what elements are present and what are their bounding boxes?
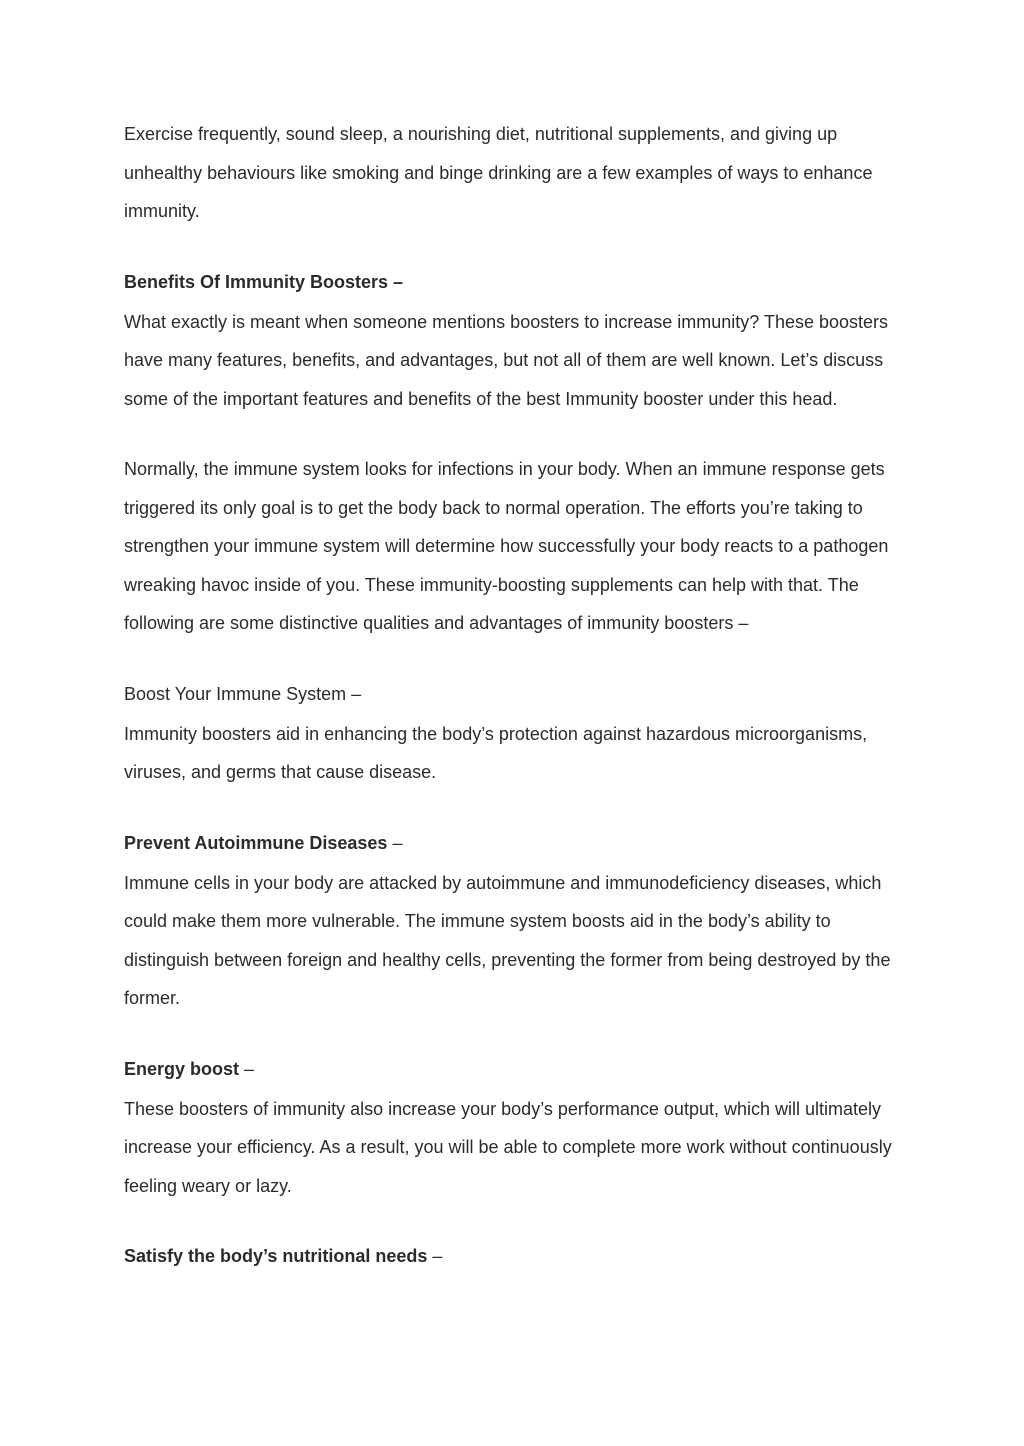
document-page bbox=[124, 115, 914, 1275]
section-title-suffix: – bbox=[427, 1246, 443, 1266]
benefits-paragraph-1: What exactly is meant when someone mentions boosters to increase immunity? These boosters have many features, benefits, and advantages, but not all of them are well known. Let’s discuss some of the important features and benefits of the best Immunity booster under this head. bbox=[124, 311, 889, 409]
section-nutritional-needs bbox=[124, 1237, 914, 1275]
section-heading bbox=[124, 1237, 914, 1275]
benefits-heading: Benefits Of Immunity Boosters – bbox=[124, 271, 404, 292]
section-body: Immune cells in your body are attacked by autoimmune and immunodeficiency diseases, which could make them more vulnerable. The immune system boosts aid in the body’s ability to distinguish between foreign and healthy cells, preventing the former from being destroyed by the former. bbox=[124, 872, 891, 1008]
section-title-suffix: – bbox=[387, 832, 403, 853]
section-body: These boosters of immunity also increase your body’s performance output, which will ultimately increase your efficiency. As a result, you will be able to complete more work without continuously feeling weary or lazy. bbox=[124, 1098, 892, 1196]
section-title-suffix: – bbox=[346, 683, 362, 704]
section-title: Boost Your Immune System bbox=[124, 683, 347, 704]
section-body: Immunity boosters aid in enhancing the body’s protection against hazardous microorganisms, viruses, and germs that cause disease. bbox=[124, 723, 868, 782]
section-title-suffix: – bbox=[239, 1058, 255, 1079]
section-prevent-autoimmune bbox=[124, 824, 914, 1018]
section-heading bbox=[124, 1050, 914, 1088]
benefits-paragraph-2: Normally, the immune system looks for infections in your body. When an immune response gets triggered its only goal is to get the body back to normal operation. The efforts you’re taking to strengthen your immune system will determine how successfully your body reacts to a pathogen wreaking havoc inside of you. These immunity-boosting supplements can help with that. The following are some distinctive qualities and advantages of immunity boosters – bbox=[124, 459, 889, 633]
section-boost-immune-system bbox=[124, 675, 914, 792]
section-energy-boost bbox=[124, 1050, 914, 1206]
section-heading bbox=[124, 824, 914, 862]
section-title: Prevent Autoimmune Diseases bbox=[124, 832, 388, 853]
section-title: Energy boost bbox=[124, 1058, 240, 1079]
section-title: Satisfy the body’s nutritional needs bbox=[124, 1246, 428, 1266]
section-heading bbox=[124, 675, 914, 713]
intro-paragraph: Exercise frequently, sound sleep, a nourishing diet, nutritional supplements, and giving up unhealthy behaviours like smoking and binge drinking are a few examples of ways to enhance immunity. bbox=[124, 124, 873, 221]
